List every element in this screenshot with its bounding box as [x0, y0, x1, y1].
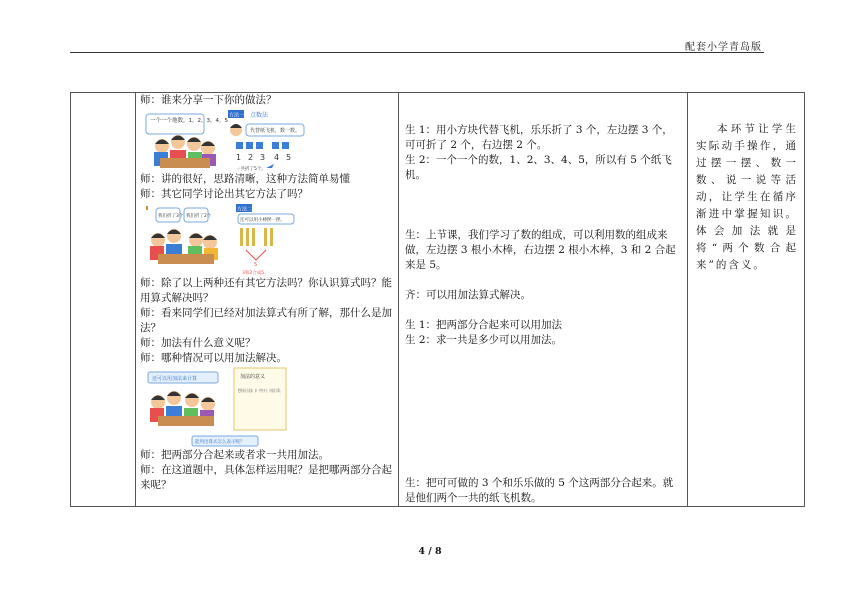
square-block	[272, 142, 279, 149]
question-text: 能列出算式怎么表示呢？	[195, 440, 245, 445]
addition-illustration-svg	[140, 366, 380, 448]
count-number: 5	[286, 153, 292, 162]
square-block	[236, 142, 243, 149]
method-title: 点数法	[250, 112, 269, 119]
count-caption: 一共折了5个。	[236, 167, 266, 172]
desk	[158, 416, 214, 426]
bubble-shape	[146, 114, 204, 134]
table-row	[71, 93, 805, 507]
lesson-table	[70, 92, 805, 507]
count-number: 1	[236, 153, 242, 162]
square-block	[246, 142, 253, 149]
teacher-line: 师：讲的很好，思路清晰，这种方法简单易懂	[140, 173, 350, 185]
kid-hair	[187, 138, 201, 143]
desk	[158, 254, 214, 264]
kid-hair	[155, 140, 169, 145]
card-title: 加法的意义	[240, 374, 266, 380]
counting-illustration-svg	[140, 108, 380, 172]
teacher-line: 师：哪种情况可以用加法解决。	[140, 352, 287, 364]
illustration-addition	[140, 366, 392, 448]
kid-hair	[230, 124, 242, 128]
teacher-line: 师：谁来分享一下你的做法？	[140, 94, 277, 106]
card-text: 把两部分合起来，求一共有多少，用加法计算。	[238, 388, 326, 393]
stage-cell	[71, 93, 136, 507]
banner-text: 还可以用加法来计算	[152, 376, 198, 382]
square-block	[256, 142, 263, 149]
method-tag-text: 方法二	[237, 206, 253, 213]
student-line: 生 2：一个一个的数，1、2、3、4、5，所以有 5 个纸飞机。	[405, 154, 672, 181]
illustration-sticks	[140, 202, 392, 276]
teacher-line: 师：其它同学讨论出其它方法了吗？	[140, 188, 308, 200]
teacher-line: 师：看来同学们已经对加法算式有所了解，那什么是加法？	[140, 307, 392, 334]
student-line: 齐：可以用加法算式解决。	[405, 289, 531, 301]
teacher-line: 师：除了以上两种还有其它方法吗？你认识算式吗？能用算式解决吗？	[140, 277, 392, 304]
speech-text: 还可以用小棒摆一摆。	[240, 218, 285, 223]
teacher-line: 师：在这道题中，具体怎样运用呢？是把哪两部分合起来呢？	[140, 464, 392, 491]
stick	[240, 228, 243, 246]
bubble-text: 我们折了3个	[158, 214, 184, 219]
bubble-text: 我们折了2个	[186, 214, 212, 219]
stick	[252, 228, 255, 246]
desk	[160, 158, 210, 168]
sticks-illustration-svg	[140, 202, 380, 276]
count-number: 3	[260, 153, 266, 162]
count-number: 4	[274, 153, 280, 162]
bubble-text: 一个一个地数，1，2，3，4，5	[150, 118, 228, 124]
paper-plane-icon	[266, 164, 274, 168]
method-tag-text: 方法一	[229, 112, 245, 119]
teacher-line: 师：加法有什么意义呢？	[140, 337, 256, 349]
teacher-cell	[136, 93, 399, 507]
student-line: 生 1：把两部分合起来可以用加法	[405, 319, 563, 331]
speech-text: 代替纸飞机，数一数。	[250, 128, 301, 134]
stick	[264, 228, 267, 246]
compose-number: 5	[254, 262, 258, 268]
stick	[270, 228, 273, 246]
count-number: 2	[248, 153, 254, 162]
kid-hair	[171, 136, 185, 141]
student-line: 生：上节课，我们学习了数的组成，可以利用数的组成来做，左边摆 3 根小木棒，右边摆 2 根小木棒，3 和 2 合起来是 5。	[405, 229, 676, 271]
teacher-line: 师：把两部分合起来或者求一共用加法。	[140, 449, 329, 461]
design-note-cell	[688, 93, 805, 507]
square-block	[282, 142, 289, 149]
kid-hair	[201, 142, 215, 147]
student-line: 生 2：求一共是多少可以用加法。	[405, 334, 563, 346]
header-rule	[70, 52, 764, 53]
illustration-counting	[140, 108, 392, 172]
header-brand: 配套小学青岛版	[685, 42, 762, 53]
student-cell	[399, 93, 688, 507]
student-line: 生 1：用小方块代替飞机，乐乐折了 3 个，左边摆 3 个，可可折了 2 个，右边摆 2 个。	[405, 124, 673, 151]
stick	[246, 228, 249, 246]
compose-caption: 3和2合成5。	[242, 271, 269, 276]
design-note: 本环节让学生实际动手操作，通过摆一摆、数一数、说一说等活动，让学生在循序渐进中掌握知识。体会加法就是将“两个数合起来”的含义。	[696, 123, 798, 271]
compose-arrow	[246, 250, 266, 260]
page-number: 4 / 8	[418, 546, 442, 557]
student-line: 生：把可可做的 3 个和乐乐做的 5 个这两部分合起来。就是他们两个一共的纸飞机数。	[405, 477, 674, 504]
